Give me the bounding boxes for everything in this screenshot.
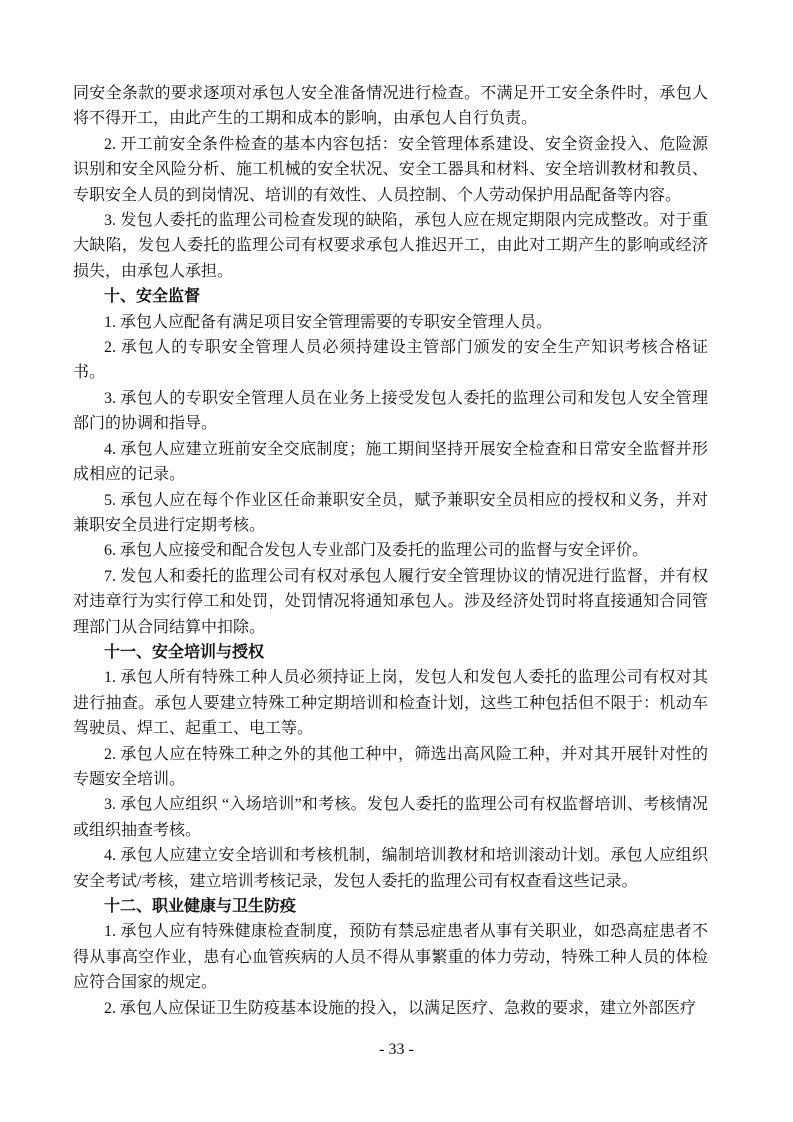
paragraph: 3. 承包人应组织 “入场培训”和考核。发包人委托的监理公司有权监督培训、考核情况或组织抽查考核。 [73, 796, 708, 839]
section-heading: 十二、职业健康与卫生防疫 [104, 898, 297, 915]
paragraph: 4. 承包人应建立安全培训和考核机制，编制培训教材和培训滚动计划。承包人应组织安全考试/考核，建立培训考核记录，发包人委托的监理公司有权查看这些记录。 [73, 847, 708, 890]
section-heading: 十一、安全培训与授权 [104, 643, 265, 661]
section-heading: 十、安全监督 [104, 288, 201, 306]
paragraph: 1. 承包人应配备有满足项目安全管理需要的专职安全管理人员。 [104, 313, 553, 331]
paragraph: 1. 承包人应有特殊健康检查制度，预防有禁忌症患者从事有关职业，如恐高症患者不得从事高空作业，患有心血管疾病的人员不得从事繁重的体力劳动，特殊工种人员的体检应符合国家的规定。 [73, 923, 708, 992]
paragraph: 6. 承包人应接受和配合发包人专业部门及委托的监理公司的监督与安全评价。 [104, 542, 649, 560]
paragraph: 2. 承包人的专职安全管理人员必须持建设主管部门颁发的安全生产知识考核合格证书。 [73, 339, 708, 382]
paragraph: 4. 承包人应建立班前安全交底制度；施工期间坚持开展安全检查和日常安全监督并形成相应的记录。 [73, 440, 708, 484]
paragraph: 7. 发包人和委托的监理公司有权对承包人履行安全管理协议的情况进行监督，并有权对违章行为实行停工和处罚，处罚情况将通知承包人。涉及经济处罚时将直接通知合同管理部门从合同结算中扣除。 [73, 567, 708, 636]
paragraph: 3. 承包人的专职安全管理人员在业务上接受发包人委托的监理公司和发包人安全管理部门的协调和指导。 [73, 389, 708, 433]
page-number: - 33 - [379, 1041, 414, 1058]
paragraph: 2. 承包人应保证卫生防疫基本设施的投入，以满足医疗、急救的要求，建立外部医疗 [104, 999, 697, 1017]
document-body [73, 81, 708, 1021]
paragraph: 同安全条款的要求逐项对承包人安全准备情况进行检查。不满足开工安全条件时，承包人将不得开工，由此产生的工期和成本的影响，由承包人自行负责。 [73, 85, 708, 128]
paragraph: 2. 开工前安全条件检查的基本内容包括：安全管理体系建设、安全资金投入、危险源识别和安全风险分析、施工机械的安全状况、安全工器具和材料、安全培训教材和教员、专职安全人员的到岗情况、培训的有效性、人员控制、个人劳动保护用品配备等内容。 [73, 135, 708, 204]
paragraph: 1. 承包人所有特殊工种人员必须持证上岗，发包人和发包人委托的监理公司有权对其进行抽查。承包人要建立特殊工种定期培训和检查计划，这些工种包括但不限于：机动车驾驶员、焊工、起重工、电工等。 [73, 669, 708, 738]
paragraph: 2. 承包人应在特殊工种之外的其他工种中，筛选出高风险工种，并对其开展针对性的专题安全培训。 [73, 745, 708, 788]
paragraph: 5. 承包人应在每个作业区任命兼职安全员，赋予兼职安全员相应的授权和义务，并对兼职安全员进行定期考核。 [73, 491, 708, 534]
paragraph: 3. 发包人委托的监理公司检查发现的缺陷，承包人应在规定期限内完成整改。对于重大缺陷，发包人委托的监理公司有权要求承包人推迟开工，由此对工期产生的影响或经济损失，由承包人承担。 [73, 212, 708, 280]
